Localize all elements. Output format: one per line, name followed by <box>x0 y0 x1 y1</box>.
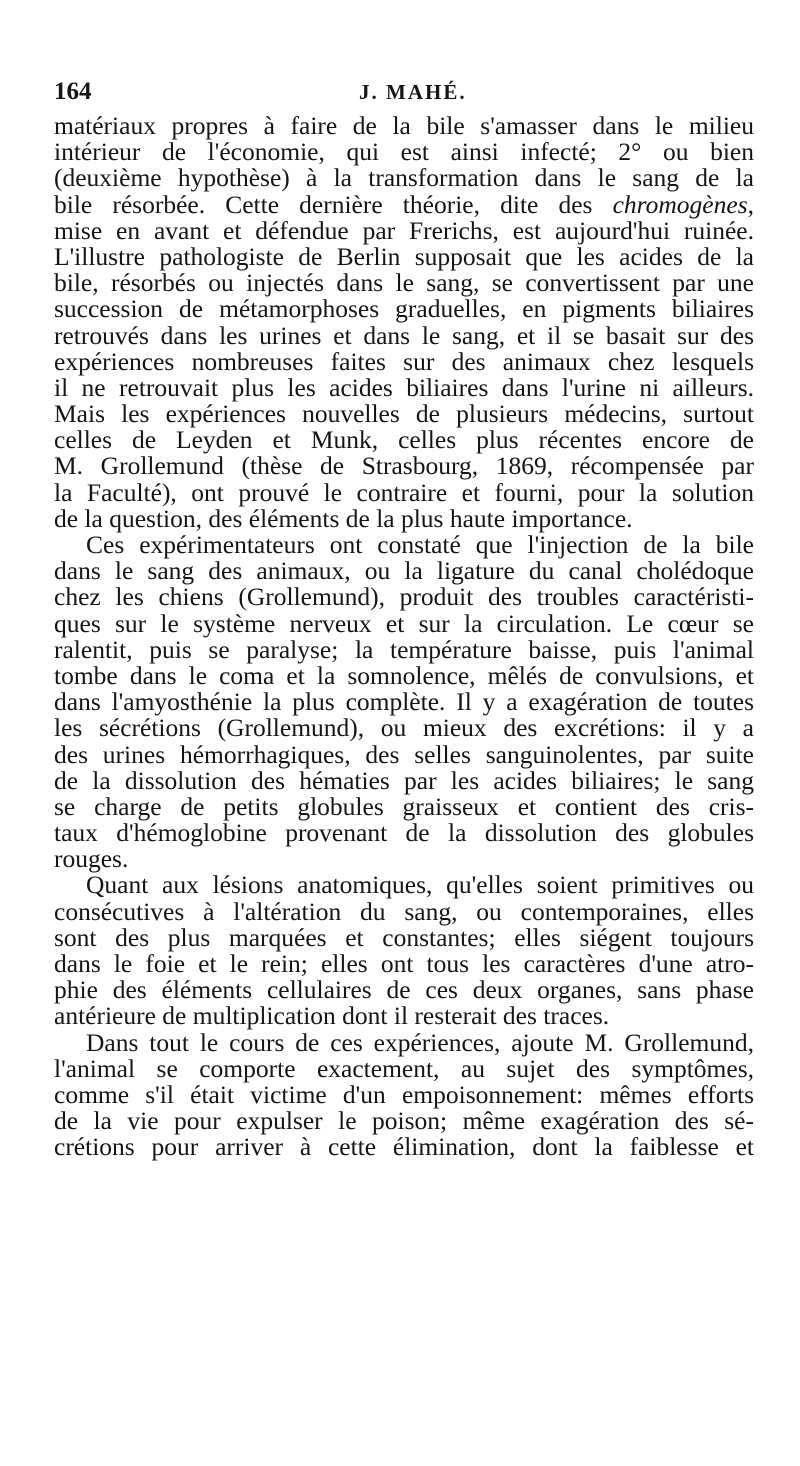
text-line: ques sur le système nerveux et sur la circulation. Le cœur se <box>54 608 754 638</box>
text-line: consécutives à l'altération du sang, ou contemporaines, elles <box>54 896 754 926</box>
text-line: expériences nombreuses faites sur des animaux chez lesquels <box>54 346 754 376</box>
text-line: bile, résorbés ou injectés dans le sang, se convertissent par une <box>54 268 754 298</box>
text-line: M. Grollemund (thèse de Strasbourg, 1869, récompensée par <box>54 451 754 481</box>
page-header <box>54 78 754 110</box>
running-head: J. MAHÉ. <box>359 80 467 104</box>
text-line: de la vie pour expulser le poison; même exagération des sé- <box>54 1106 754 1136</box>
text-line: sont des plus marquées et constantes; elles siégent toujours <box>54 922 754 952</box>
text-line: phie des éléments cellulaires de ces deux organes, sans phase <box>54 975 754 1005</box>
text-line: de la dissolution des hématies par les acides biliaires; le sang <box>54 765 754 795</box>
text-line: tombe dans le coma et la somnolence, mêlés de convulsions, et <box>54 660 754 690</box>
text-line: comme s'il était victime d'un empoisonnement: mêmes efforts <box>54 1079 754 1109</box>
text-line: Ces expérimentateurs ont constaté que l'injection de la bile <box>86 530 754 559</box>
text-line: intérieur de l'économie, qui est ainsi infecté; 2° ou bien <box>54 137 754 167</box>
text-line: il ne retrouvait plus les acides biliaires dans l'urine ni ailleurs. <box>54 372 754 402</box>
text-line: succession de métamorphoses graduelles, en pigments biliaires <box>54 294 754 324</box>
text-line: mise en avant et défendue par Frerichs, est aujourd'hui ruinée. <box>54 215 754 245</box>
italic-term: chromogènes <box>612 189 748 219</box>
text-line: crétions pour arriver à cette élimination, dont la faiblesse et <box>54 1132 754 1162</box>
text-line: L'illustre pathologiste de Berlin supposait que les acides de la <box>54 241 754 271</box>
text-line: l'animal se comporte exactement, au sujet des symptômes, <box>54 1053 754 1083</box>
text-line: chez les chiens (Grollemund), produit des troubles caractéristi- <box>54 582 754 612</box>
text-line: dans l'amyosthénie la plus complète. Il y a exagération de toutes <box>54 687 754 717</box>
text-line: dans le foie et le rein; elles ont tous les caractères d'une atro- <box>54 949 754 978</box>
text-line: Quant aux lésions anatomiques, qu'elles soient primitives ou <box>86 870 754 900</box>
text-line: bile résorbée. Cette dernière théorie, dite des chromogènes, <box>54 189 754 219</box>
text-line: retrouvés dans les urines et dans le sang, et il se basait sur des <box>54 320 754 350</box>
text-line: se charge de petits globules graisseux et contient des cris- <box>54 791 754 821</box>
text-line: ralentit, puis se paralyse; la température baisse, puis l'animal <box>54 634 754 664</box>
text-line: celles de Leyden et Munk, celles plus récentes encore de <box>54 425 754 455</box>
text-line: matériaux propres à faire de la bile s'amasser dans le milieu <box>54 111 754 140</box>
text-line: Dans tout le cours de ces expériences, ajoute M. Grollemund, <box>86 1027 754 1057</box>
text-line: antérieure de multiplication dont il resterait des traces. <box>54 1001 610 1031</box>
text-line: des urines hémorrhagiques, des selles sanguinolentes, par suite <box>54 739 754 769</box>
body-text <box>54 113 754 1161</box>
text-line: rouges. <box>54 844 129 874</box>
page-number: 164 <box>54 78 92 105</box>
text-line: taux d'hémoglobine provenant de la dissolution des globules <box>54 818 754 848</box>
text-line: dans le sang des animaux, ou la ligature du canal cholédoque <box>54 556 754 586</box>
text-line: Mais les expériences nouvelles de plusieurs médecins, surtout <box>54 399 754 429</box>
text-line: les sécrétions (Grollemund), ou mieux des excrétions: il y a <box>54 713 754 743</box>
text-line: (deuxième hypothèse) à la transformation dans le sang de la <box>54 163 754 193</box>
text-line: la Faculté), ont prouvé le contraire et fourni, pour la solution <box>54 477 754 507</box>
text-line: de la question, des éléments de la plus haute importance. <box>54 503 633 533</box>
